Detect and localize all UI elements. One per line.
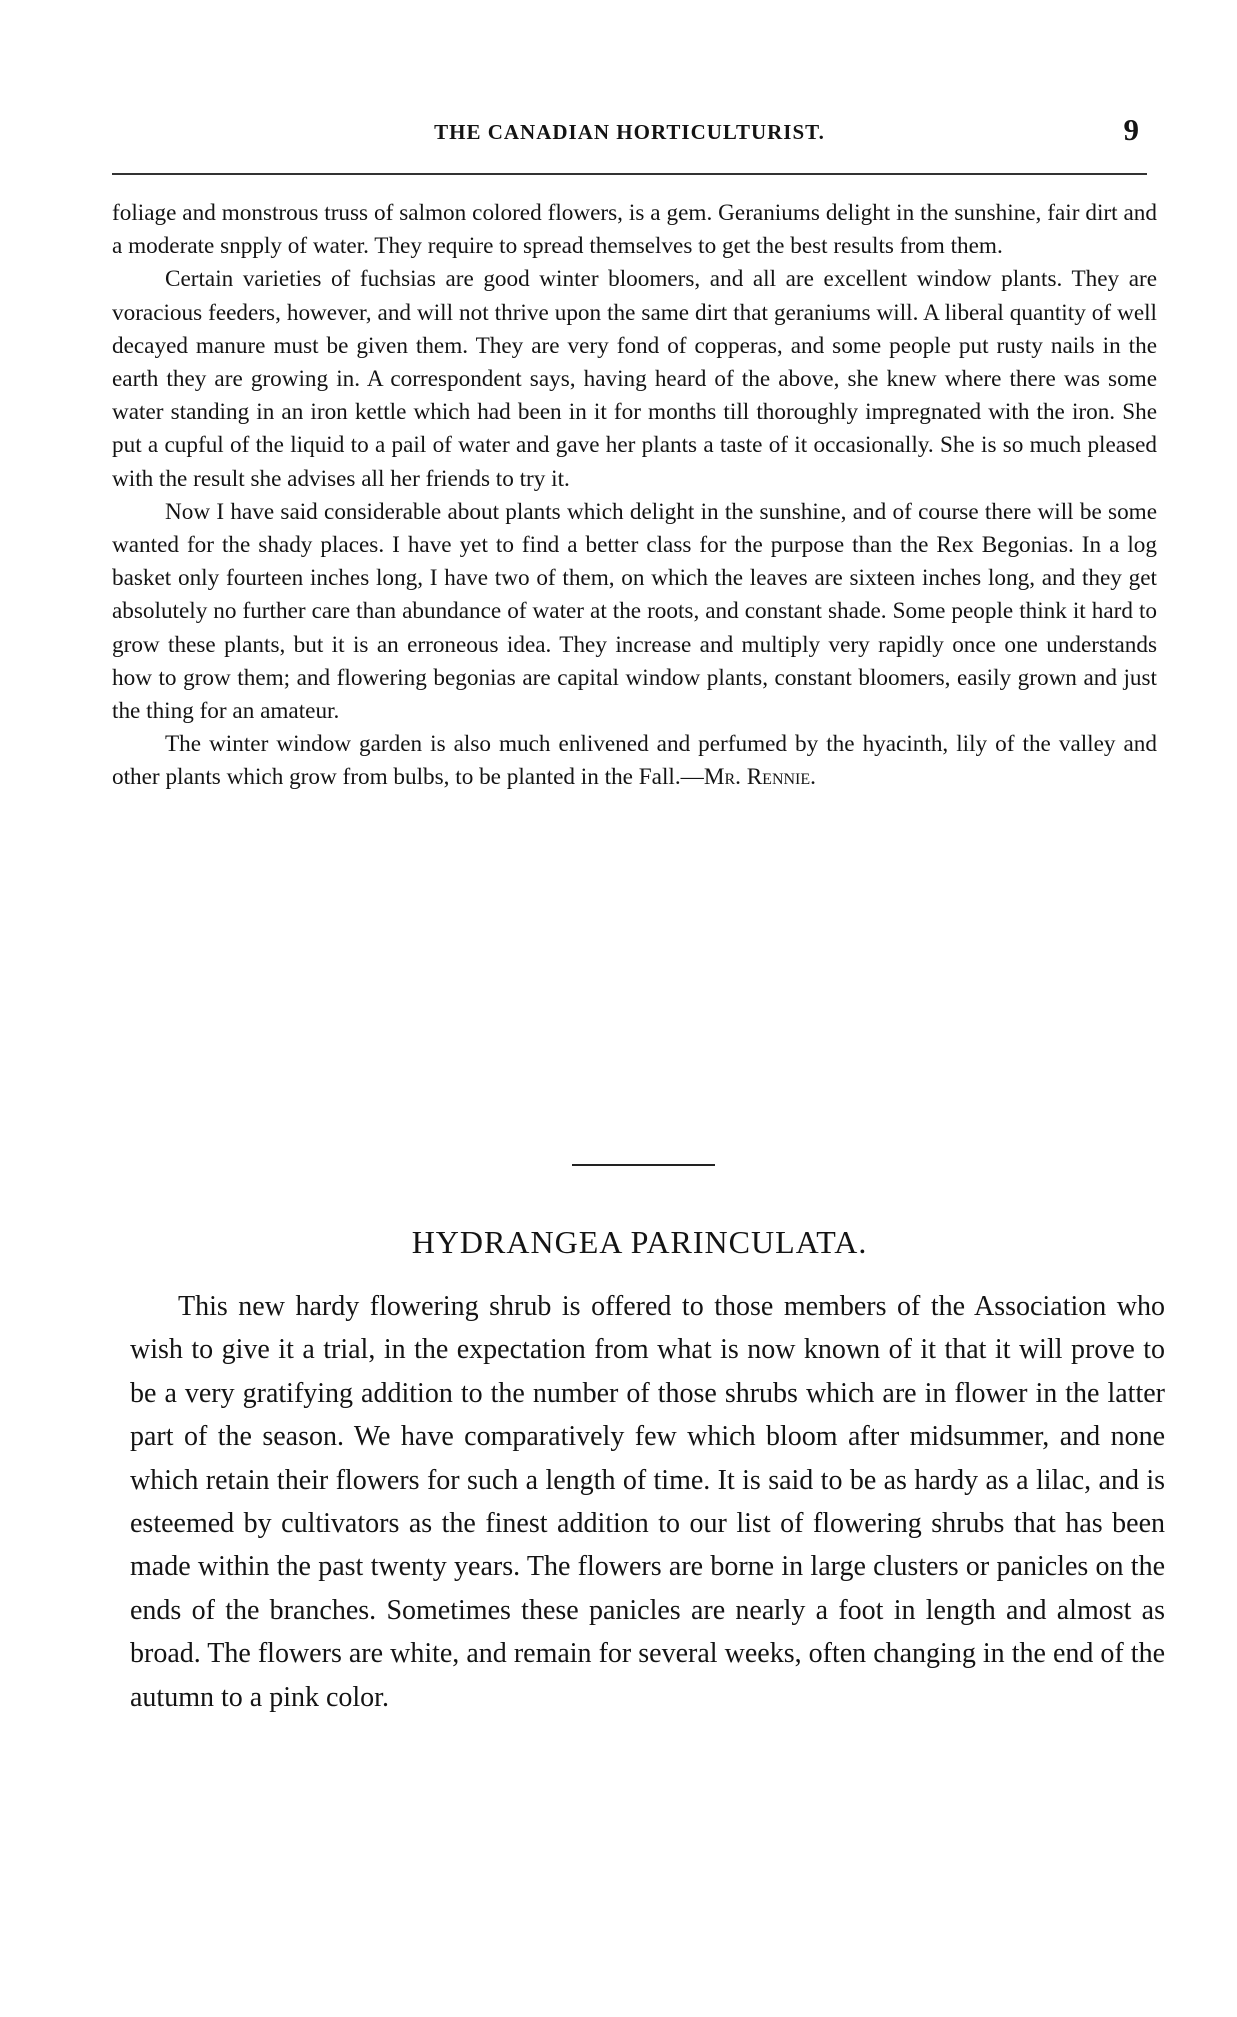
running-head (112, 112, 1147, 152)
page-number: 9 (1123, 112, 1139, 147)
paragraph-geraniums: foliage and monstrous truss of salmon colored flowers, is a gem. Geraniums delight in the sunshine, fair dirt and a moderate snpply of water. They require to spread themselves to get the best results from them. (112, 200, 1157, 260)
header-rule (112, 173, 1147, 175)
continued-article (112, 197, 1157, 795)
running-title: THE CANADIAN HORTICULTURIST. (434, 120, 825, 144)
hydrangea-article (130, 1285, 1165, 1719)
section-divider (572, 1164, 715, 1166)
paragraph-bulbs (112, 728, 1157, 794)
author-signature: Mr. Rennie. (703, 764, 816, 791)
article-paragraph: This new hardy flowering shrub is offered to those members of the Association who wish to give it a trial, in the expectation from what is now known of it that it will prove to be a very gratifying addition to the number of those shrubs which are in flower in the latter part of the season. We have comparatively few which bloom after midsummer, and none which retain their flowers for such a length of time. It is said to be as hardy as a lilac, and is esteemed by cultivators as the finest addition to our list of flowering shrubs that has been made within the past twenty years. The flowers are borne in large clusters or panicles on the ends of the branches. Sometimes these panicles are nearly a foot in length and almost as broad. The flowers are white, and remain for several weeks, often changing in the end of the autumn to a pink color. (130, 1291, 1165, 1713)
paragraph-bulbs-text: The winter window garden is also much enlivened and perfumed by the hyacinth, lily of the valley and other plants which grow from bulbs, to be planted in the Fall.— (112, 731, 1157, 791)
paragraph-fuchsias: Certain varieties of fuchsias are good winter bloomers, and all are excellent window plants. They are voracious feeders, however, and will not thrive upon the same dirt that geraniums will. A liberal quantity of well decayed manure must be given them. They are very fond of copperas, and some people put rusty nails in the earth they are growing in. A correspondent says, having heard of the above, she knew where there was some water standing in an iron kettle which had been in it for months till thoroughly impregnated with the iron. She put a cupful of the liquid to a pail of water and gave her plants a taste of it occasionally. She is so much pleased with the result she advises all her friends to try it. (112, 266, 1157, 492)
paragraph-begonias: Now I have said considerable about plants which delight in the sunshine, and of course there will be some wanted for the shady places. I have yet to find a better class for the purpose than the Rex Begonias. In a log basket only fourteen inches long, I have two of them, on which the leaves are sixteen inches long, and they get absolutely no further care than abundance of water at the roots, and constant shade. Some people think it hard to grow these plants, but it is an erroneous idea. They increase and multiply very rapidly once one understands how to grow them; and flowering begonias are capital window plants, constant bloomers, easily grown and just the thing for an amateur. (112, 498, 1157, 725)
article-title: HYDRANGEA PARINCULATA. (411, 1224, 868, 1260)
